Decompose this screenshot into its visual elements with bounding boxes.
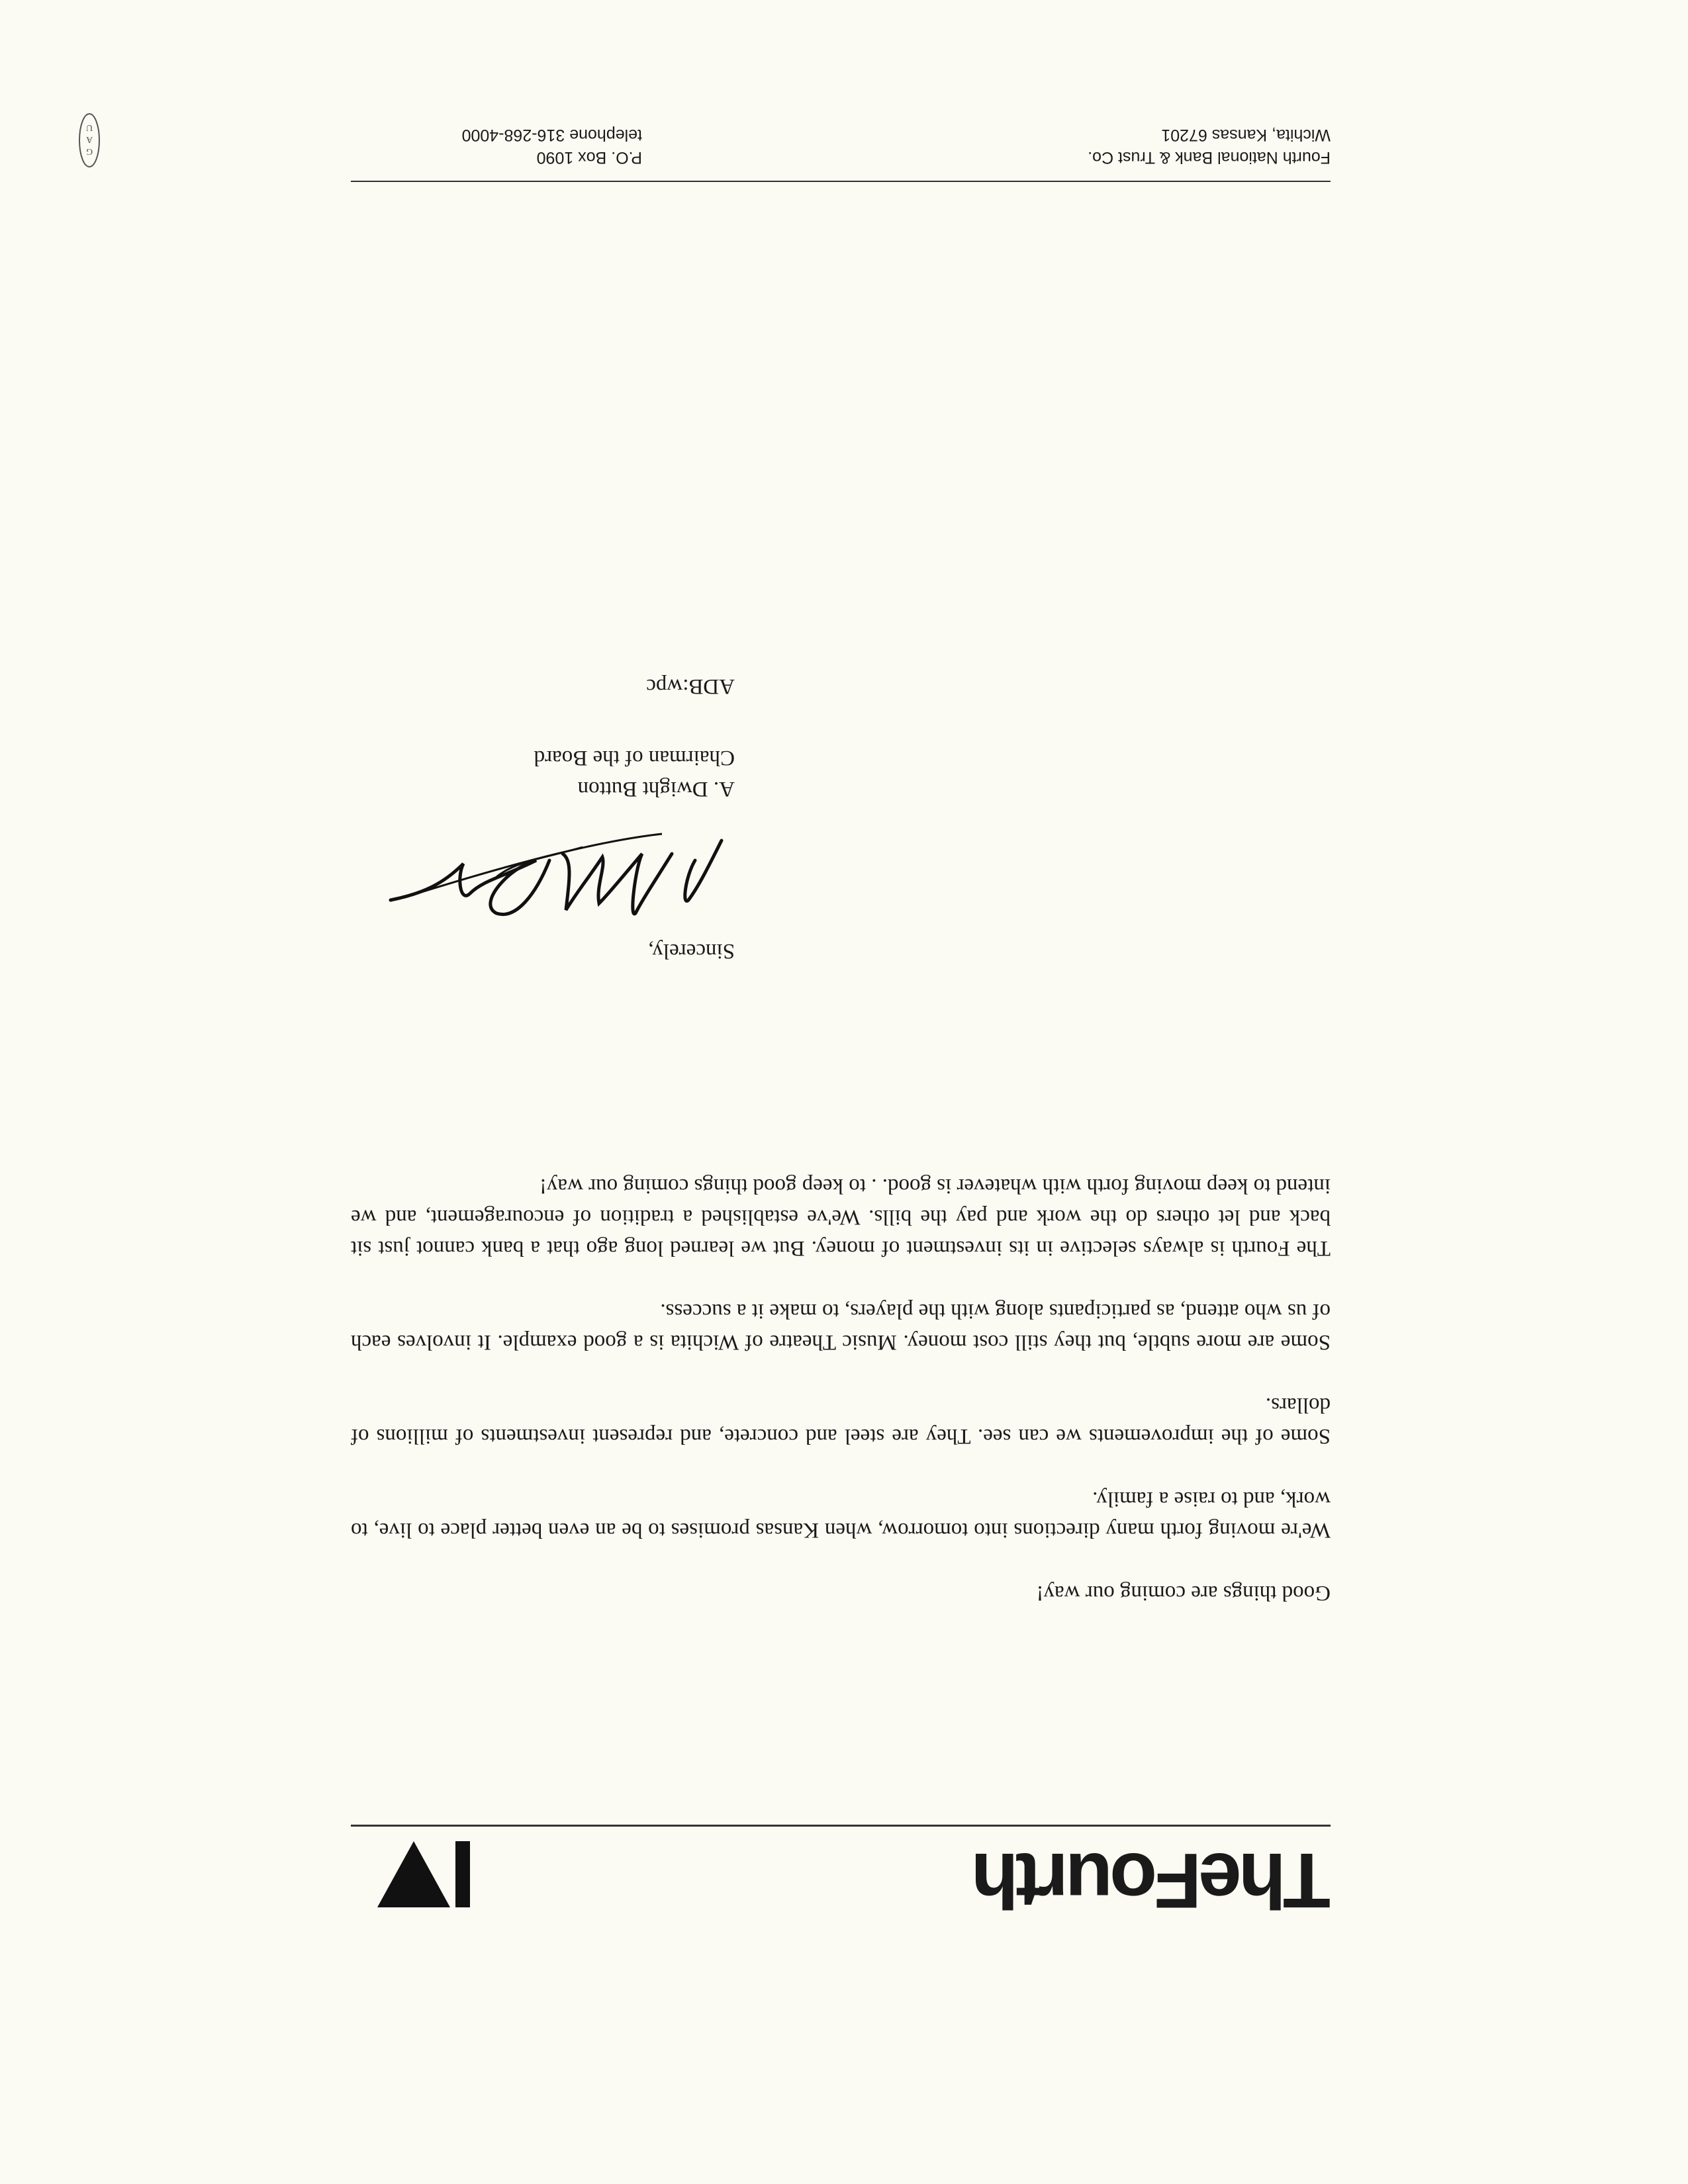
body-paragraph: Good things are coming our way! — [1036, 1581, 1331, 1605]
reference-initials: ADB:wpc — [646, 674, 735, 698]
telephone: telephone 316-268-4000 — [461, 126, 642, 144]
signer-title: Chairman of the Board — [534, 746, 735, 770]
company-name: Fourth National Bank & Trust Co. — [1088, 148, 1331, 167]
signature-block — [534, 742, 735, 804]
footer-contact — [462, 124, 642, 169]
company-city: Wichita, Kansas 67201 — [1161, 126, 1331, 144]
body-paragraph: Some are more subtle, but they still cost money. Music Theatre of Wichita is a good example. It involves each of us who attend, as participants along with the players, to make it a success. — [351, 1299, 1331, 1354]
letter-body — [351, 1138, 1331, 1608]
handwritten-signature — [364, 814, 735, 940]
closing-salutation: Sincerely, — [648, 939, 735, 963]
bank-logo-icon — [377, 1841, 470, 1907]
svg-text:A: A — [85, 134, 93, 144]
svg-text:G: G — [85, 146, 93, 156]
body-paragraph: The Fourth is always selective in its investment of money. But we learned long ago that a bank cannot just sit back and let others do the work and pay the bills. We've established a tradition of encouragement, and we intend to keep moving forth with whatever is good. . to keep good things coming our way! — [351, 1174, 1331, 1260]
body-paragraph: We're moving forth many directions into tomorrow, when Kansas promises to be an even better place to live, to work, and to raise a family. — [351, 1487, 1331, 1542]
footer-rule — [351, 181, 1331, 182]
union-bug-icon — [78, 112, 101, 169]
po-box: P.O. Box 1090 — [536, 148, 642, 167]
svg-text:U: U — [85, 122, 93, 132]
header-rule — [351, 1825, 1331, 1827]
bank-wordmark: TheFourth — [974, 1837, 1331, 1924]
body-paragraph: Some of the improvements we can see. They are steel and concrete, and represent investments of millions of dollars. — [351, 1393, 1331, 1448]
footer-address — [1088, 124, 1331, 169]
signer-name: A. Dwight Button — [577, 777, 735, 801]
